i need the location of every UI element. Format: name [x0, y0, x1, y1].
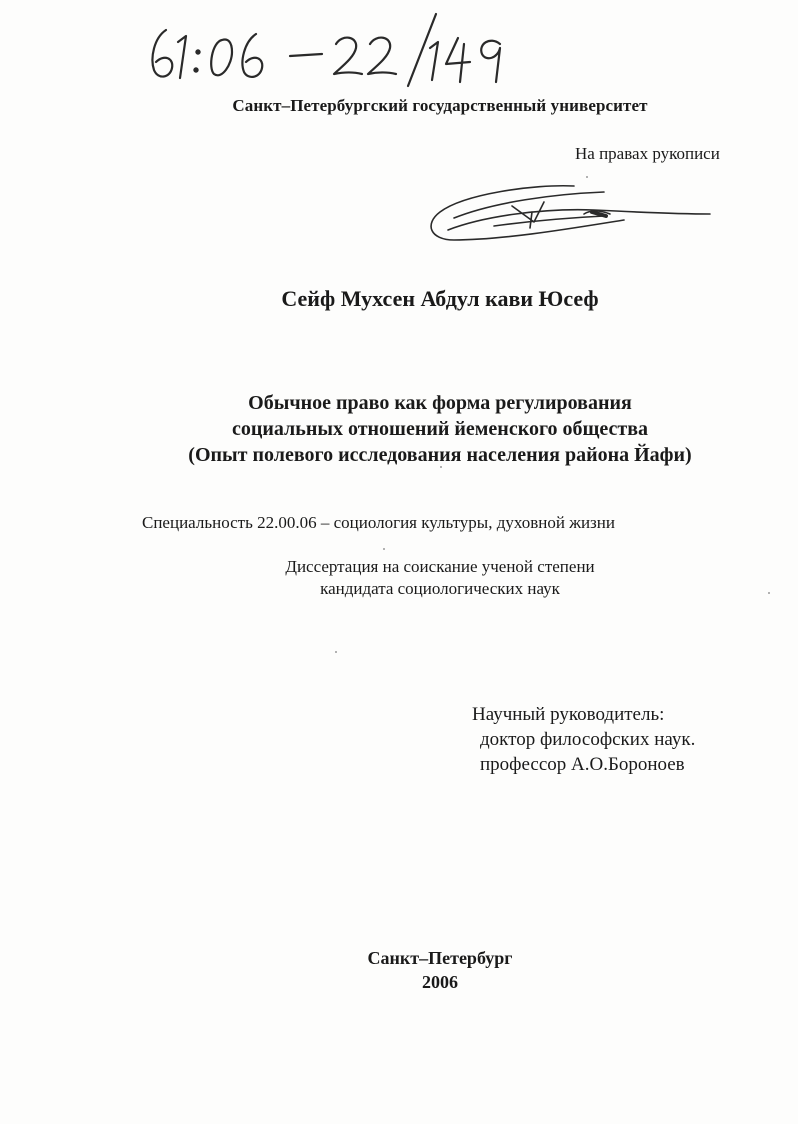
scientific-supervisor [472, 702, 695, 777]
author-name: Сейф Мухсен Абдул кави Юсеф [281, 286, 599, 311]
scan-speck [586, 176, 588, 178]
degree-statement [0, 556, 798, 600]
degree-line: Диссертация на соискание ученой степени [285, 557, 595, 576]
supervisor-label: Научный руководитель: [472, 704, 665, 725]
supervisor-name: профессор А.О.Бороноев [480, 754, 685, 775]
specialty-line: Специальность 22.00.06 – социология культуры, духовной жизни [142, 513, 615, 532]
handwritten-archive-code [140, 8, 520, 88]
signature-icon [424, 172, 714, 252]
scan-speck [440, 466, 442, 468]
city-and-year [0, 946, 798, 994]
scan-speck [335, 651, 337, 653]
title-line: (Опыт полевого исследования населения района Йафи) [188, 444, 692, 466]
title-line: Обычное право как форма регулирования [248, 392, 632, 414]
supervisor-degree: доктор философских наук. [480, 729, 696, 750]
dissertation-title [0, 390, 798, 468]
scan-speck [383, 548, 385, 550]
degree-line: кандидата социологических наук [320, 579, 560, 598]
manuscript-rights-note: На правах рукописи [575, 144, 720, 163]
scan-speck [768, 592, 770, 594]
city: Санкт–Петербург [367, 948, 513, 968]
title-line: социальных отношений йеменского общества [231, 418, 649, 440]
year: 2006 [422, 972, 458, 992]
university-name: Санкт–Петербургский государственный университет [232, 96, 648, 115]
